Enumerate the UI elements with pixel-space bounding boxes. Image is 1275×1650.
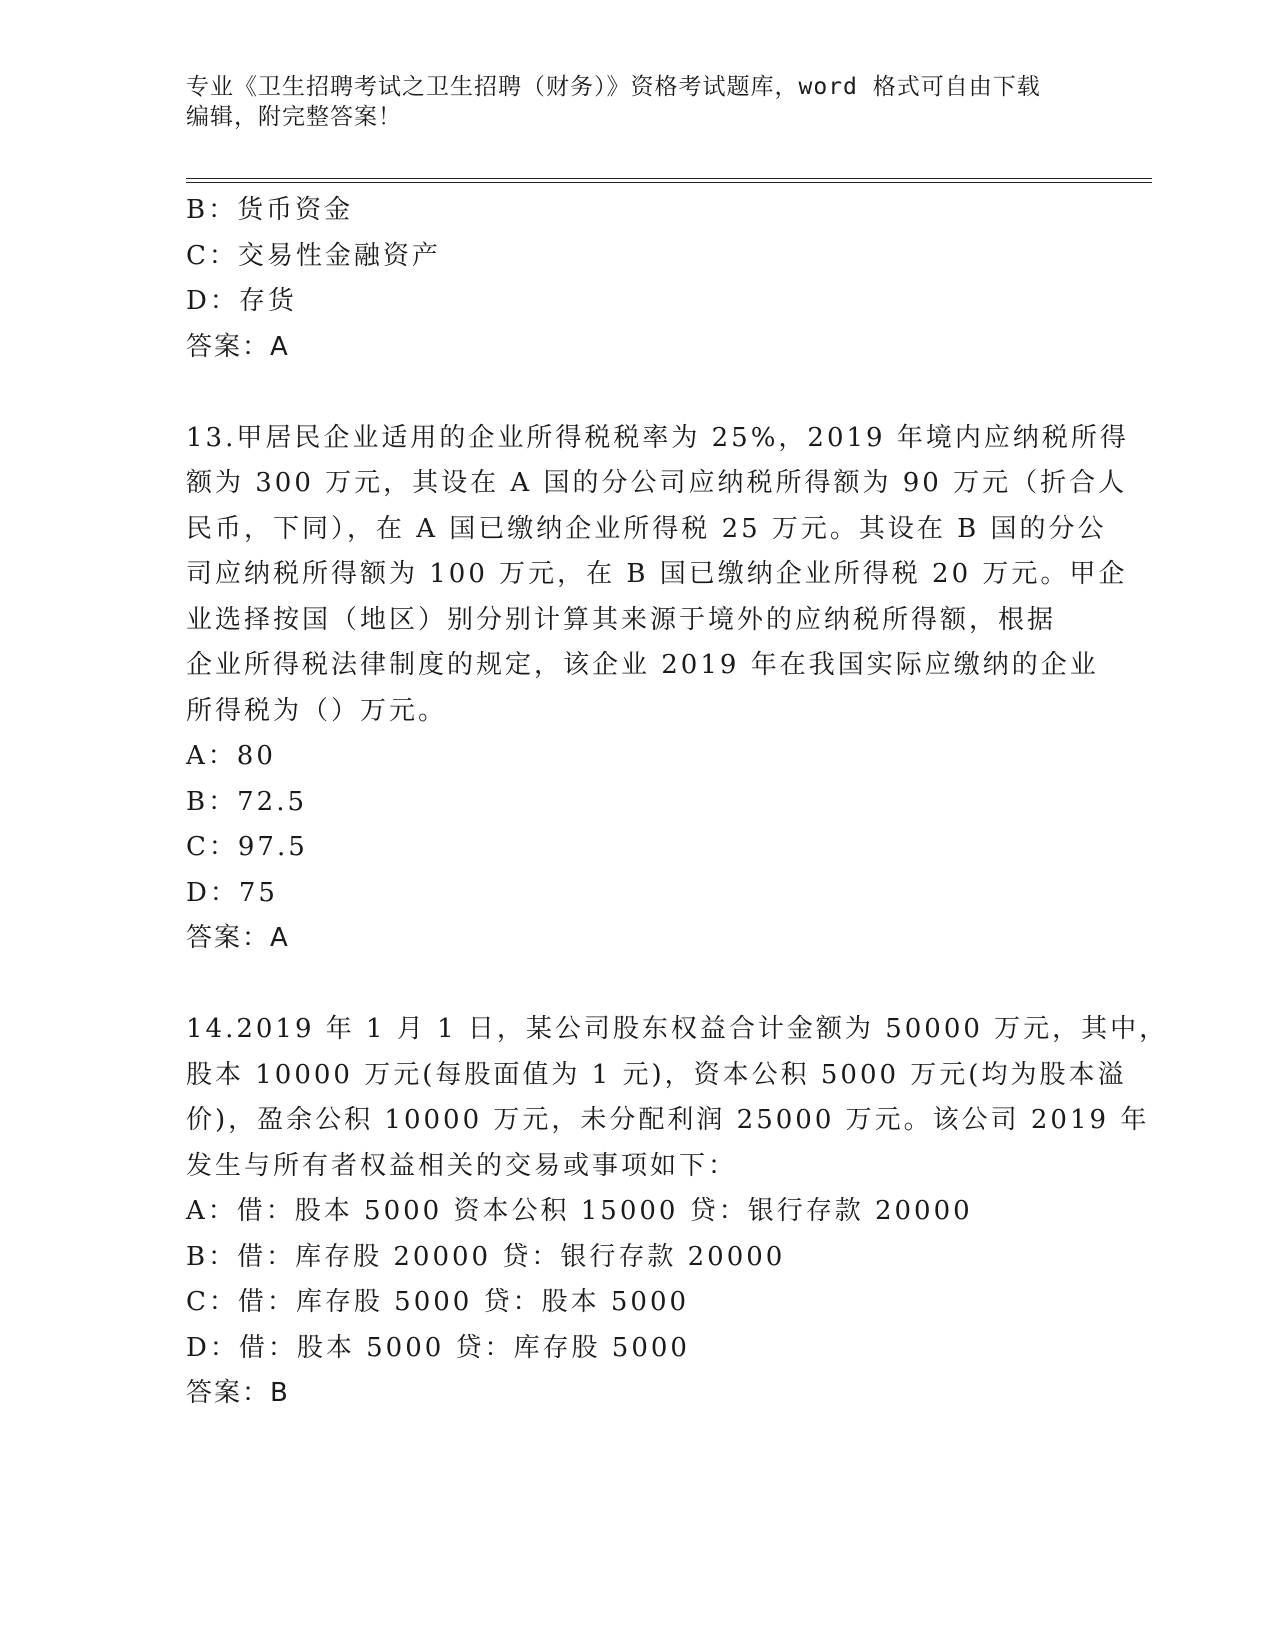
header-rule-bottom [186, 182, 1152, 183]
q13-option-c: C：97.5 [186, 832, 308, 862]
q13-option-d: D：75 [186, 877, 278, 908]
q13-text-line: 额为 300 万元，其设在 A 国的分公司应纳税所得额为 90 万元（折合人 [186, 468, 1128, 498]
header-line-2: 编辑，附完整答案！ [186, 104, 402, 130]
header-rule-top [186, 178, 1152, 179]
q14-option-c: C：借：库存股 5000 贷：股本 5000 [186, 1287, 690, 1317]
q14-text-line: 价)，盈余公积 10000 万元，未分配利润 25000 万元。该公司 2019 年 [186, 1105, 1150, 1135]
document-header [186, 72, 1066, 132]
q13-text-line: 司应纳税所得额为 100 万元，在 B 国已缴纳企业所得税 20 万元。甲企 [186, 559, 1128, 589]
q13-text-line: 企业所得税法律制度的规定，该企业 2019 年在我国实际应缴纳的企业 [186, 650, 1099, 680]
document-body [186, 188, 1169, 1417]
q14-text-line: 股本 10000 万元(每股面值为 1 元)，资本公积 5000 万元(均为股本溢 [186, 1059, 1127, 1090]
q13-text-line: 所得税为（）万元。 [186, 695, 448, 726]
header-line-1: 专业《卫生招聘考试之卫生招聘（财务）》资格考试题库，word 格式可自由下载 [186, 74, 1041, 100]
prev-answer: 答案：A [186, 331, 290, 362]
q14-text-line: 14.2019 年 1 月 1 日，某公司股东权益合计金额为 50000 万元，其中， [186, 1014, 1169, 1044]
q13-option-a: A：80 [186, 741, 276, 771]
q13-text-line: 13.甲居民企业适用的企业所得税税率为 25%，2019 年境内应纳税所得 [186, 422, 1129, 453]
q14-option-b: B：借：库存股 20000 贷：银行存款 20000 [186, 1241, 786, 1272]
q14-option-d: D：借：股本 5000 贷：库存股 5000 [186, 1332, 690, 1363]
q13-answer: 答案：A [186, 923, 290, 953]
q13-text-line: 业选择按国（地区）别分别计算其来源于境外的应纳税所得额，根据 [186, 604, 1057, 635]
prev-option-b: B：货币资金 [186, 195, 354, 225]
q13-option-b: B：72.5 [186, 786, 307, 817]
q13-text-line: 民币，下同），在 A 国已缴纳企业所得税 25 万元。其设在 B 国的分公 [186, 513, 1107, 544]
q14-answer: 答案：B [186, 1378, 290, 1408]
spacer [186, 370, 1066, 416]
spacer [186, 962, 1066, 1008]
q14-text-line: 发生与所有者权益相关的交易或事项如下： [186, 1150, 738, 1181]
q14-option-a: A：借：股本 5000 资本公积 15000 贷：银行存款 20000 [186, 1196, 973, 1226]
prev-option-c: C：交易性金融资产 [186, 240, 441, 271]
prev-option-d: D：存货 [186, 286, 297, 316]
